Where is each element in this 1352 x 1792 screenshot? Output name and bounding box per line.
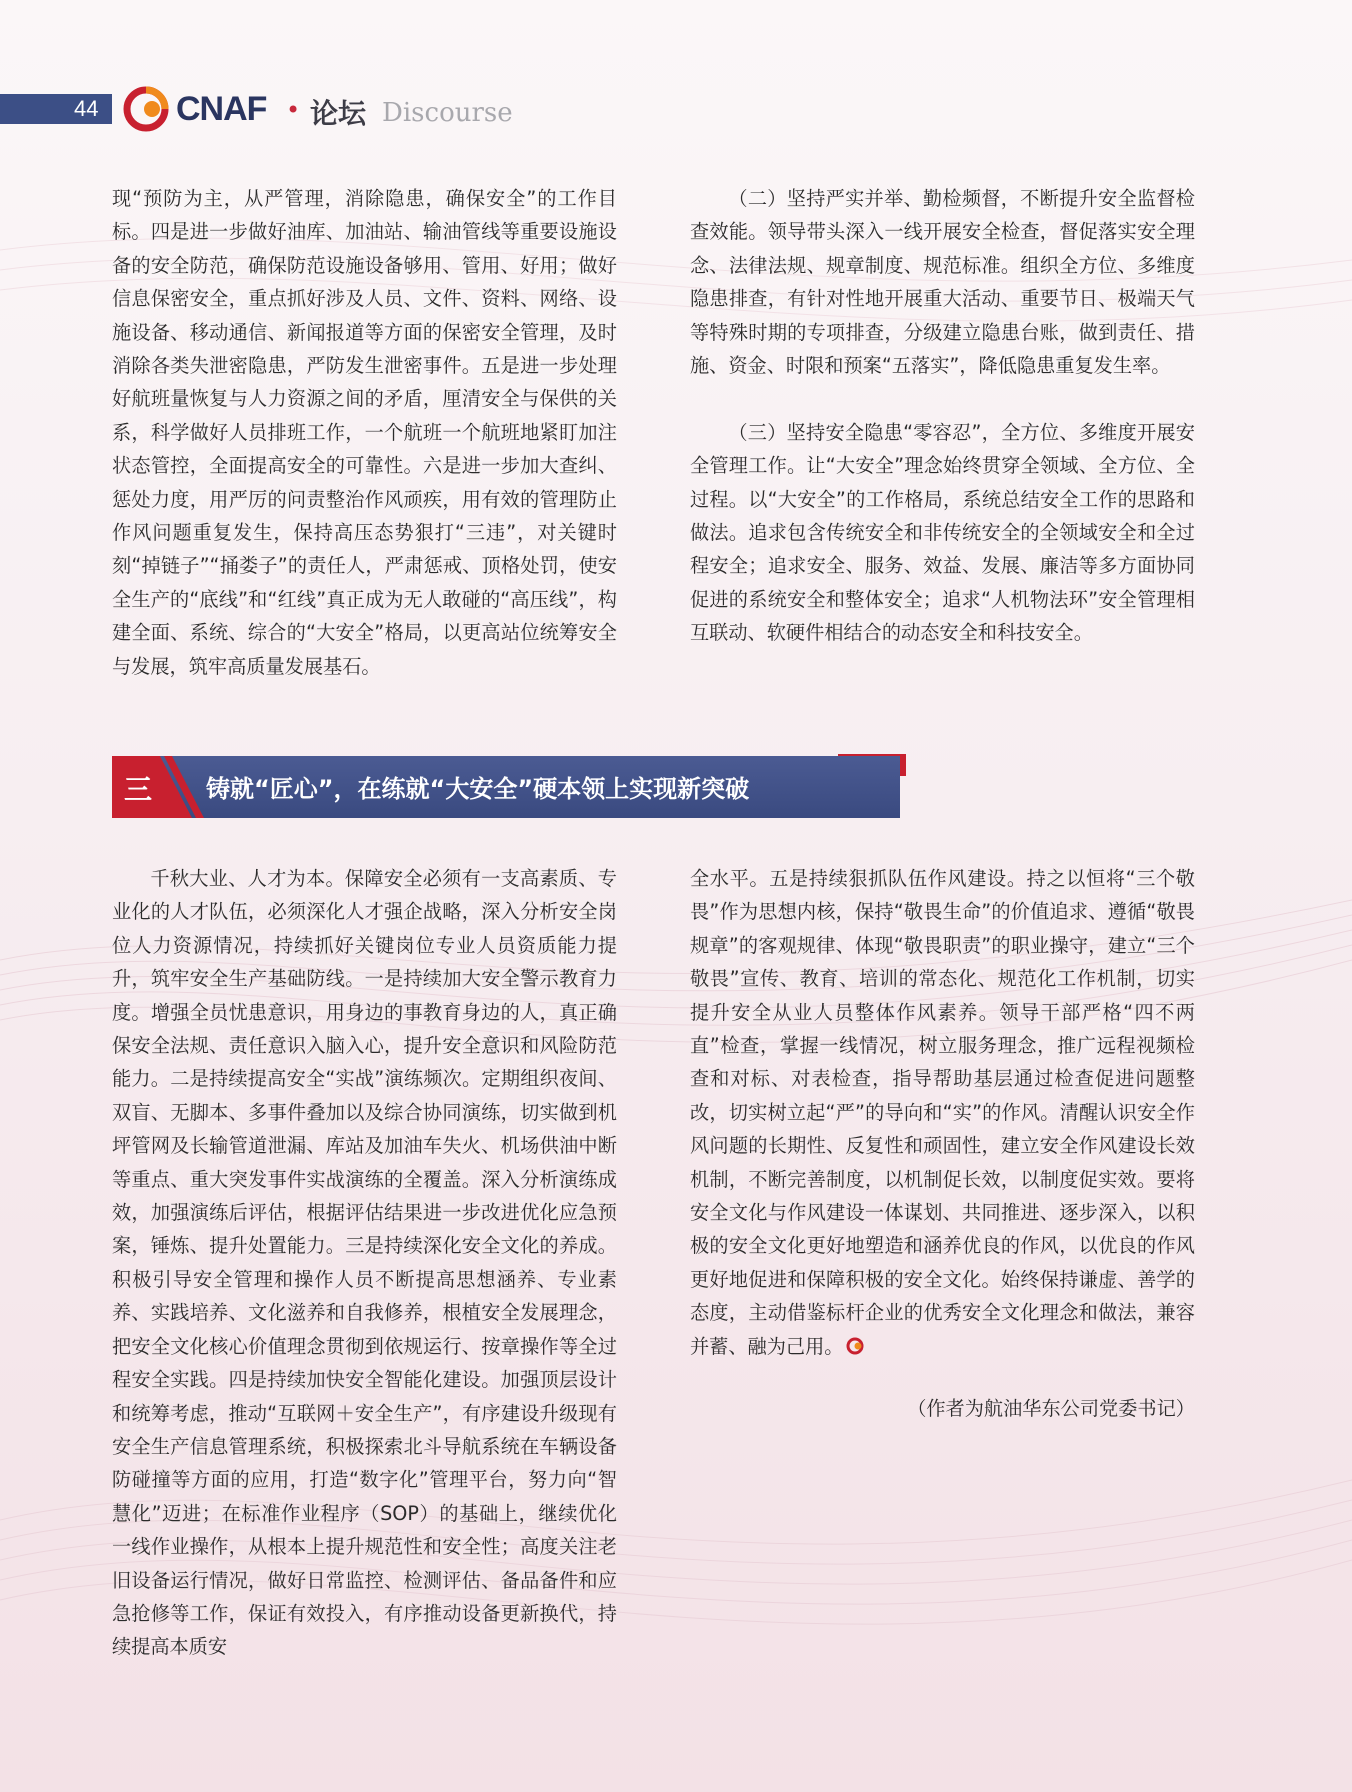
cnaf-logo-icon xyxy=(122,86,176,132)
page-number: 44 xyxy=(74,96,99,121)
paragraph-text: 全水平。五是持续狠抓队伍作风建设。持之以恒将“三个敬畏”作为思想内核，保持“敬畏生命”的价值追求、遵循“敬畏规章”的客观规律、体现“敬畏职责”的职业操守，建立“三个敬畏”宣传、教育、培训的常态化、规范化工作机制，切实提升安全从业人员整体作风素养。领导干部严格“四不两直”检查，掌握一线情况，树立服务理念，推广远程视频检查和对标、对表检查，指导帮助基层通过检查促进问题整改，切实树立起“严”的导向和“实”的作风。清醒认识安全作风问题的长期性、反复性和顽固性，建立安全作风建设长效机制，不断完善制度，以机制促长效，以制度促实效。要将安全文化与作风建设一体谋划、共同推进、逐步深入，以积极的安全文化更好地塑造和涵养优良的作风，以优良的作风更好地促进和保障积极的安全文化。始终保持谦虚、善学的态度，主动借鉴标杆企业的优秀安全文化理念和做法，兼容并蓄、融为己用。 xyxy=(690,867,1195,1358)
section-banner xyxy=(112,756,900,818)
section-name-en: Discourse xyxy=(382,98,513,128)
section-name: 论坛 xyxy=(310,97,367,130)
paragraph: （二）坚持严实并举、勤检频督，不断提升安全监督检查效能。领导带头深入一线开展安全检查，督促落实安全理念、法律法规、规章制度、规范标准。组织全方位、多维度隐患排查，有针对性地开展重大活动、重要节日、极端天气等特殊时期的专项排查，分级建立隐患台账，做到责任、措施、资金、时限和预案“五落实”，降低隐患重复发生率。 xyxy=(690,187,1195,378)
brand-name: CNAF xyxy=(176,90,267,128)
article-column-top-left xyxy=(112,182,617,683)
article-column-bottom-right xyxy=(690,862,1195,1363)
paragraph xyxy=(690,862,1195,1363)
paragraph: 现“预防为主，从严管理，消除隐患，确保安全”的工作目标。四是进一步做好油库、加油站、输油管线等重要设施设备的安全防范，确保防范设施设备够用、管用、好用；做好信息保密安全，重点抓好涉及人员、文件、资料、网络、设施设备、移动通信、新闻报道等方面的保密安全管理，及时消除各类失泄密隐患，严防发生泄密事件。五是进一步处理好航班量恢复与人力资源之间的矛盾，厘清安全与保供的关系，科学做好人员排班工作，一个航班一个航班地紧盯加注状态管控，全面提高安全的可靠性。六是进一步加大查纠、惩处力度，用严厉的问责整治作风顽疾，用有效的管理防止作风问题重复发生，保持高压态势狠打“三违”，对关键时刻“掉链子”“捅娄子”的责任人，严肃惩戒、顶格处罚，使安全生产的“底线”和“红线”真正成为无人敢碰的“高压线”，构建全面、系统、综合的“大安全”格局，以更高站位统筹安全与发展，筑牢高质量发展基石。 xyxy=(112,187,617,678)
author-note: （作者为航油华东公司党委书记） xyxy=(907,1397,1195,1420)
header-separator: • xyxy=(286,96,301,124)
end-mark-icon xyxy=(846,1336,866,1356)
paragraph: （三）坚持安全隐患“零容忍”，全方位、多维度开展安全管理工作。让“大安全”理念始终贯穿全领域、全方位、全过程。以“大安全”的工作格局，系统总结安全工作的思路和做法。追求包含传统安全和非传统安全的全领域安全和全过程安全；追求安全、服务、效益、发展、廉洁等多方面协同促进的系统安全和整体安全；追求“人机物法环”安全管理相互联动、软硬件相结合的动态安全和科技安全。 xyxy=(690,420,1195,645)
banner-number: 三 xyxy=(124,773,153,806)
paragraph: 千秋大业、人才为本。保障安全必须有一支高素质、专业化的人才队伍，必须深化人才强企战略，深入分析安全岗位人力资源情况，持续抓好关键岗位专业人员资质能力提升，筑牢安全生产基础防线。一是持续加大安全警示教育力度。增强全员忧患意识，用身边的事教育身边的人，真正确保安全法规、责任意识入脑入心，提升安全意识和风险防范能力。二是持续提高安全“实战”演练频次。定期组织夜间、双盲、无脚本、多事件叠加以及综合协同演练，切实做到机坪管网及长输管道泄漏、库站及加油车失火、机场供油中断等重点、重大突发事件实战演练的全覆盖。深入分析演练成效，加强演练后评估，根据评估结果进一步改进优化应急预案，锤炼、提升处置能力。三是持续深化安全文化的养成。积极引导安全管理和操作人员不断提高思想涵养、专业素养、实践培养、文化滋养和自我修养，根植安全发展理念，把安全文化核心价值理念贯彻到依规运行、按章操作等全过程安全实践。四是持续加快安全智能化建设。加强顶层设计和统筹考虑，推动“互联网＋安全生产”，有序建设升级现有安全生产信息管理系统，积极探索北斗导航系统在车辆设备防碰撞等方面的应用，打造“数字化”管理平台，努力向“智慧化”迈进；在标准作业程序（SOP）的基础上，继续优化一线作业操作，从根本上提升规范性和安全性；高度关注老旧设备运行情况，做好日常监控、检测评估、备品备件和应急抢修等工作，保证有效投入，有序推动设备更新换代，持续提高本质安 xyxy=(112,867,617,1659)
article-column-top-right xyxy=(690,182,1195,650)
banner-title: 铸就“匠心”，在练就“大安全”硬本领上实现新突破 xyxy=(206,775,750,803)
article-column-bottom-left xyxy=(112,862,617,1664)
